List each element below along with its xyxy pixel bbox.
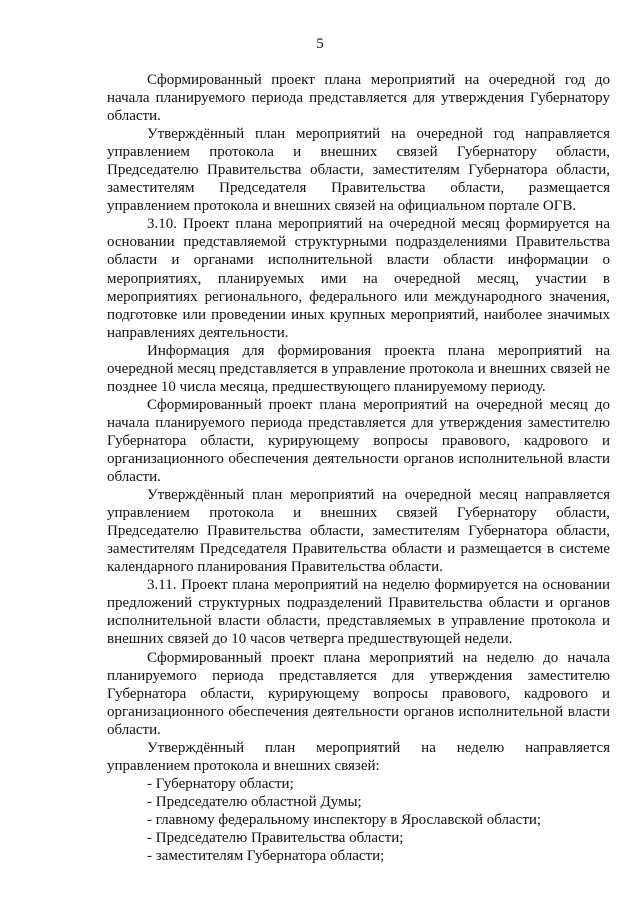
paragraph: Информация для формирования проекта плана мероприятий на очередной месяц представляется в управление протокола и внешних связей не позднее 10 числа месяца, предшествующего планируемому периоду.: [107, 342, 610, 395]
paragraph: Сформированный проект плана мероприятий на очередной месяц до начала планируемого периода представляется для утверждения заместителю Губернатора области, курирующему вопросы правового, кадрового и организационного обеспечения деятельности органов исполнительной власти области.: [107, 396, 610, 486]
paragraph: Утверждённый план мероприятий на неделю направляется управлением протокола и внешних связей:: [107, 739, 610, 774]
paragraph: 3.10. Проект плана мероприятий на очередной месяц формируется на основании представляемой структурными подразделениями Правительства области и органами исполнительной власти области информации о мероприятиях, планируемых ими на очередной месяц, участии в мероприятиях регионального, федерального или международного значения, подготовке или проведении иных крупных мероприятий, наиболее значимых направлениях деятельности.: [107, 216, 610, 341]
document-body: [107, 71, 610, 865]
paragraph: 3.11. Проект плана мероприятий на неделю формируется на основании предложений структурных подразделений Правительства области и органов исполнительной власти области, представляемых в управление протокола и внешних связей до 10 часов четверга предшествующей недели.: [107, 577, 610, 648]
list-item: - Председателю Правительства области;: [147, 829, 404, 846]
list-item: - главному федеральному инспектору в Ярославской области;: [147, 811, 542, 828]
paragraph: Утверждённый план мероприятий на очередной год направляется управлением протокола и внешних связей Губернатору области, Председателю Правительства области, заместителям Губернатора области, заместителям Председателя Правительства области, размещается управлением протокола и внешних связей на официальном портале ОГВ.: [107, 126, 610, 215]
paragraph: Сформированный проект плана мероприятий на неделю до начала планируемого периода представляется для утверждения заместителю Губернатора области, курирующему вопросы правового, кадрового и организационного обеспечения деятельности органов исполнительной власти области.: [107, 649, 610, 738]
page-number: 5: [316, 36, 324, 52]
paragraph: Утверждённый план мероприятий на очередной месяц направляется управлением протокола и внешних связей Губернатору области, Председателю Правительства области, заместителям Губернатора области, заместителям Председателя Правительства области и размещается в системе календарного планирования Правительства области.: [107, 487, 610, 576]
list-item: - Председателю областной Думы;: [147, 793, 362, 810]
paragraph: Сформированный проект плана мероприятий на очередной год до начала планируемого периода представляется для утверждения Губернатору области.: [107, 72, 610, 125]
list-item: - Губернатору области;: [147, 775, 294, 792]
list-item: - заместителям Губернатора области;: [147, 848, 385, 865]
